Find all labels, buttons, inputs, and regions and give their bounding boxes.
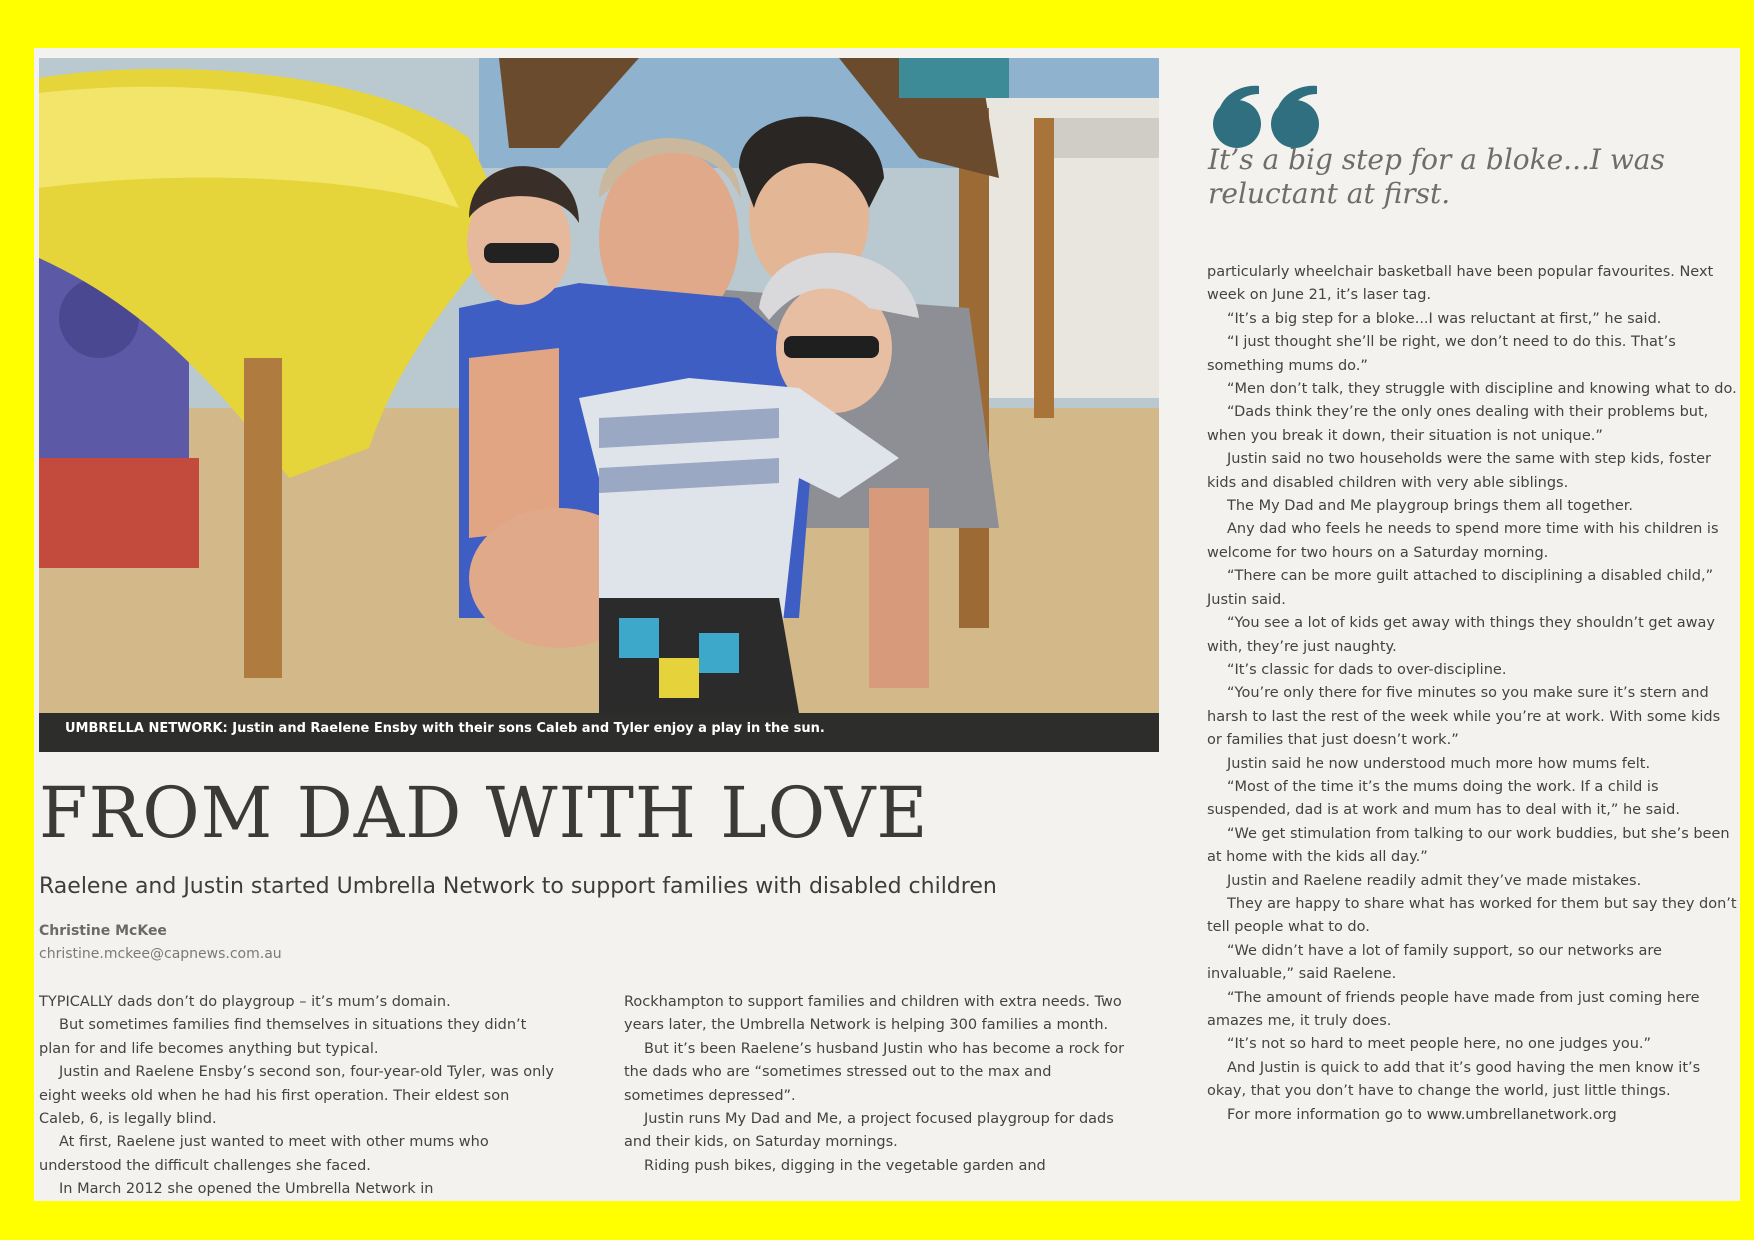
article-column-1 — [39, 991, 554, 1198]
paragraph: particularly wheelchair basketball have been popular favourites. Next week on June 21, it’s laser tag. — [1207, 264, 1714, 304]
paragraph: “We didn’t have a lot of family support, so our networks are invaluable,” said Raelene. — [1207, 942, 1662, 983]
paragraph: “Men don’t talk, they struggle with discipline and knowing what to do. — [1227, 381, 1737, 398]
paragraph: In March 2012 she opened the Umbrella Network in — [59, 1181, 434, 1198]
paragraph: “There can be more guilt attached to disciplining a disabled child,” Justin said. — [1207, 568, 1714, 608]
paragraph: Riding push bikes, digging in the vegetable garden and — [644, 1157, 1046, 1174]
author-name: Christine McKee — [39, 923, 167, 939]
family-playground-photo — [39, 58, 1159, 713]
article-column-3 — [1207, 261, 1737, 1191]
paragraph: But it’s been Raelene’s husband Justin who has become a rock for the dads who are “sometimes stressed out to the max and sometimes depressed”. — [624, 1040, 1125, 1104]
paragraph: “It’s not so hard to meet people here, no one judges you.” — [1227, 1036, 1652, 1053]
paragraph: “Most of the time it’s the mums doing the work. If a child is suspended, dad is at work and mum has to deal with it,” he said. — [1207, 778, 1680, 819]
author-email: christine.mckee@capnews.com.au — [39, 946, 282, 962]
paragraph: “I just thought she’ll be right, we don’t need to do this. That’s something mums do.” — [1207, 334, 1676, 374]
paragraph: They are happy to share what has worked for them but say they don’t tell people what to do. — [1207, 895, 1737, 936]
paragraph: Justin said he now understood much more how mums felt. — [1227, 755, 1651, 772]
paragraph: “Dads think they’re the only ones dealing with their problems but, when you break it down, their situation is not unique.” — [1207, 404, 1709, 444]
paragraph: “We get stimulation from talking to our work buddies, but she’s been at home with the kids all day.” — [1207, 825, 1730, 866]
paragraph: Justin said no two households were the same with step kids, foster kids and disabled children with very able siblings. — [1207, 451, 1711, 491]
article-photo — [39, 58, 1159, 752]
paragraph: Justin and Raelene readily admit they’ve made mistakes. — [1227, 872, 1642, 889]
paragraph: And Justin is quick to add that it’s good having the men know it’s okay, that you don’t have to change the world, just little things. — [1207, 1059, 1701, 1100]
paragraph: Justin runs My Dad and Me, a project focused playgroup for dads and their kids, on Saturday mornings. — [624, 1111, 1114, 1151]
newspaper-page — [34, 48, 1740, 1201]
paragraph: But sometimes families find themselves in situations they didn’t plan for and life becomes anything but typical. — [39, 1017, 527, 1057]
paragraph: “It’s a big step for a bloke...I was reluctant at first,” he said. — [1227, 310, 1662, 327]
paragraph: TYPICALLY dads don’t do playgroup – it’s mum’s domain. — [39, 994, 451, 1010]
paragraph: Any dad who feels he needs to spend more time with his children is welcome for two hours on a Saturday morning. — [1207, 521, 1719, 561]
photo-caption-bar — [39, 713, 1159, 752]
paragraph: Rockhampton to support families and children with extra needs. Two years later, the Umbrella Network is helping 300 families a month. — [624, 994, 1122, 1034]
paragraph: “The amount of friends people have made from just coming here amazes me, it truly does. — [1207, 989, 1700, 1029]
quote-mark-icon — [1209, 82, 1329, 152]
paragraph: The My Dad and Me playgroup brings them all together. — [1227, 498, 1634, 515]
paragraph: “It’s classic for dads to over-discipline. — [1227, 661, 1507, 678]
article-headline: FROM DAD WITH LOVE — [39, 772, 929, 854]
paragraph: For more information go to www.umbrellanetwork.org — [1227, 1106, 1617, 1123]
pull-quote: It’s a big step for a bloke...I was reluctant at first. — [1208, 143, 1665, 210]
paragraph: “You’re only there for five minutes so you make sure it’s stern and harsh to last the rest of the week while you’re at work. With some kids or families that just doesn’t work.” — [1207, 685, 1721, 749]
article-column-2 — [624, 991, 1134, 1174]
photo-caption: UMBRELLA NETWORK: Justin and Raelene Ensby with their sons Caleb and Tyler enjoy a play in the sun. — [65, 721, 825, 736]
paragraph: At first, Raelene just wanted to meet with other mums who understood the difficult challenges she faced. — [39, 1134, 489, 1174]
article-subhead: Raelene and Justin started Umbrella Network to support families with disabled children — [39, 874, 997, 899]
paragraph: “You see a lot of kids get away with things they shouldn’t get away with, they’re just naughty. — [1207, 615, 1716, 655]
paragraph: Justin and Raelene Ensby’s second son, four-year-old Tyler, was only eight weeks old when he had his first operation. Their eldest son Caleb, 6, is legally blind. — [39, 1064, 554, 1128]
